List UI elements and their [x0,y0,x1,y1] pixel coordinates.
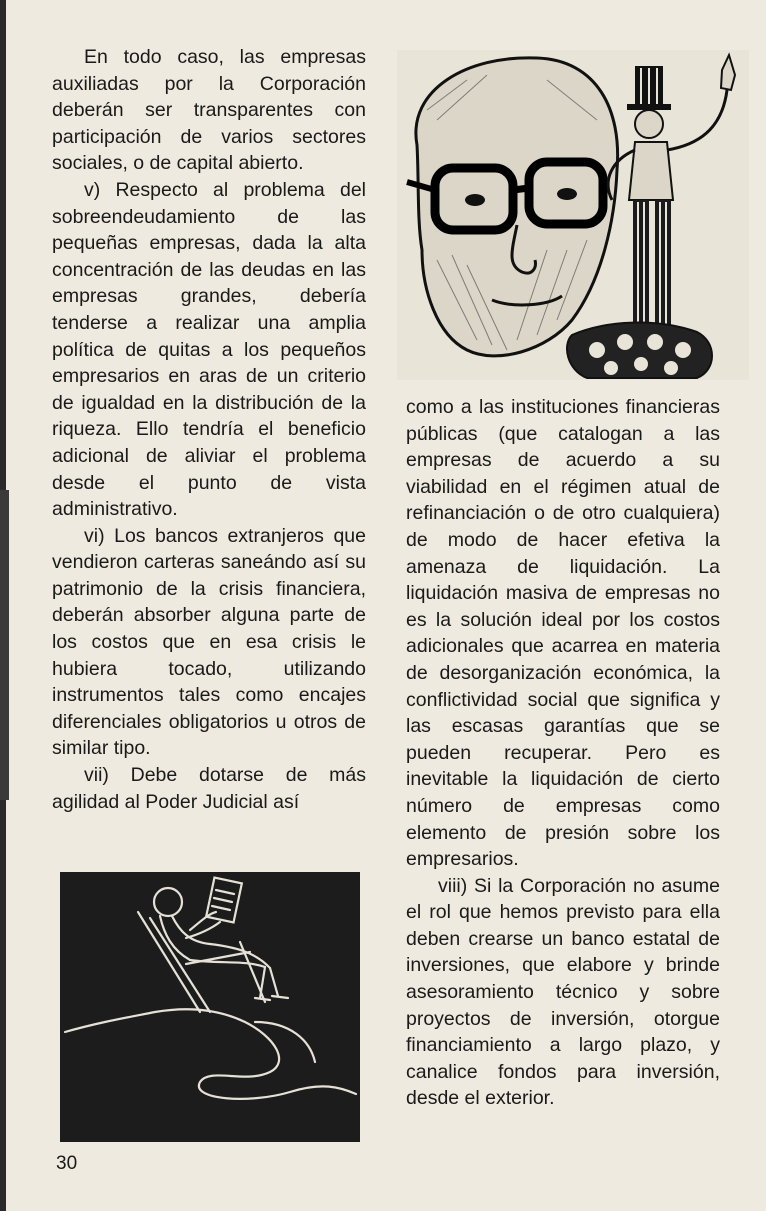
paragraph: viii) Si la Corporación no asume el rol que hemos previsto para ella deben crearse un banco estatal de inversiones, que elabore y brinde asesoramiento técnico y sobre proyectos de inversión, otorgue financiamiento a largo plazo, y canalice fondos para inversión, desde el exterior. [406,874,720,1110]
paragraph: v) Respecto al problema del sobreendeudamiento de las pequeñas empresas, dada la alta concentración de las deudas en las empresas grandes, debería tenderse a realizar una amplia política de quitas a los pequeños empresarios en aras de un criterio de igualdad en la distribución de la riqueza. Ello tendría el beneficio adicional de aliviar el problema desde el punto de vista administrativo. [52,178,366,521]
caricature-illustration [397,50,749,380]
binding-shadow [0,490,9,800]
caricature-drawing [397,50,749,380]
paragraph: vi) Los bancos extranjeros que vendieron carteras saneándo así su patrimonio de la crisis financiera, deberán absorber alguna parte de los costos que en esa crisis le hubiera tocado, utilizando instrumentos tales como encajes diferenciales obligatorios u otros de similar tipo. [52,524,366,760]
paragraph: En todo caso, las empresas auxiliadas por la Corporación deberán ser transparentes con participación de varios sectores sociales, o de capital abierto. [52,46,366,175]
page-number: 30 [56,1153,78,1174]
reading-man-illustration [60,872,360,1142]
left-text-column [52,44,366,815]
reading-man-drawing [60,872,360,1142]
right-text-column [406,394,720,1112]
paragraph: como a las instituciones financieras públicas (que catalogan a las empresas de acuerdo a su viabilidad en el régimen atual de refinanciación o de otro cualquiera) de modo de hacer efetiva la amenaza de liquidación. La liquidación masiva de empresas no es la solución ideal por los costos adicionales que acarrea en materia de desorganización económica, la conflictividad social que significa y las escasas garantías que se pueden recuperar. Pero es inevitable la liquidación de cierto número de empresas como elemento de presión sobre los empresarios. [406,396,720,871]
paragraph: vii) Debe dotarse de más agilidad al Poder Judicial así [52,764,366,813]
